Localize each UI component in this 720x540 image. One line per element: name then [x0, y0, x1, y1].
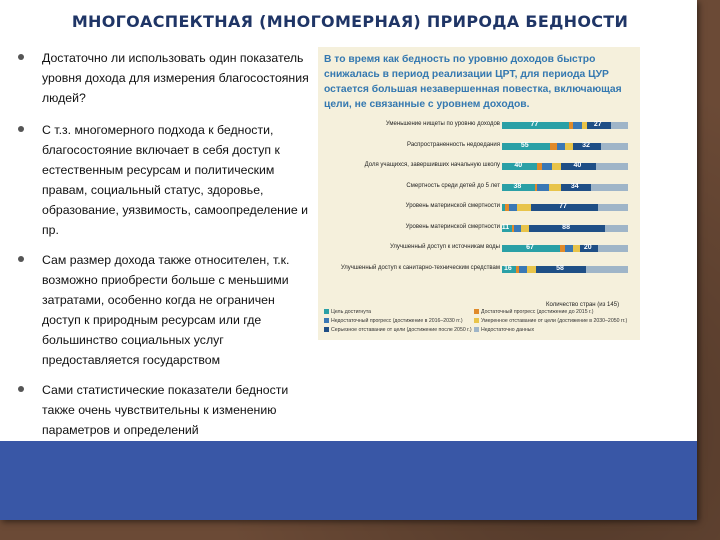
- legend-swatch-icon: [324, 309, 329, 314]
- legend-label: Недостаточный прогресс (достижение в 2016–2030 гг.): [331, 318, 463, 324]
- chart-data-label: 77: [559, 203, 567, 210]
- bullet-dot-icon: [18, 54, 24, 60]
- chart-category-label: Уровень материнской смертности: [405, 203, 500, 209]
- chart-bar-segment: [509, 204, 517, 211]
- chart-bar-segment: [598, 204, 628, 211]
- chart-data-label: 38: [513, 182, 522, 190]
- chart-bar-segment: [601, 143, 628, 150]
- chart-bar-segment: [527, 266, 536, 273]
- bullet-text: Достаточно ли использовать один показатель уровня дохода для измерения благосостояния людей?: [42, 51, 309, 105]
- bullet-dot-icon: [18, 126, 24, 132]
- chart-panel: [318, 47, 640, 340]
- bullet-text: С т.з. многомерного подхода к бедности, благосостояние включает в себя доступ к естественным ресурсам и политическим правам, социальный статус, здоровье, образование, уязвимость, самоопределение и пр.: [42, 123, 308, 237]
- chart-data-label: 11: [501, 223, 510, 231]
- chart-data-label: 32: [582, 141, 590, 149]
- chart-category-label: Улучшенный доступ к санитарно-техническим средствам: [340, 264, 500, 271]
- legend-item: [474, 318, 627, 324]
- bullet-dot-icon: [18, 256, 24, 262]
- chart-category-label: Доля учащихся, завершивших начальную школу: [364, 162, 500, 168]
- chart-bar-segment: [611, 122, 628, 129]
- chart-bar-row: [502, 163, 628, 170]
- chart-bar-segment: [537, 184, 549, 191]
- chart-bar-segment: [552, 163, 561, 170]
- legend-swatch-icon: [324, 318, 329, 323]
- chart-bar-row: [502, 204, 628, 211]
- chart-category-label: Уровень материнской смертности: [405, 223, 500, 230]
- legend-item: [324, 318, 463, 324]
- footer-band: [0, 441, 697, 520]
- chart-bar-row: [502, 245, 628, 252]
- legend-label: Достаточный прогресс (достижение до 2015 г.): [481, 309, 594, 315]
- chart-data-label: 20: [583, 244, 592, 251]
- chart-data-label: 34: [570, 182, 579, 190]
- legend-swatch-icon: [474, 327, 479, 332]
- chart-data-label: 77: [530, 121, 539, 128]
- legend-label: Цель достигнута: [331, 309, 372, 315]
- chart-bar-segment: [514, 225, 521, 232]
- chart-bar-segment: [517, 204, 531, 211]
- chart-bar-segment: [542, 163, 552, 170]
- chart-legend: [324, 309, 634, 339]
- chart-bar-segment: [596, 163, 628, 170]
- chart-bar-segment: [565, 143, 573, 150]
- legend-swatch-icon: [474, 318, 479, 323]
- chart-data-label: 67: [526, 244, 534, 251]
- chart-data-label: 16: [503, 264, 512, 272]
- chart-bar-row: [502, 184, 628, 191]
- chart-bar-segment: [550, 143, 557, 150]
- chart-bar-segment: [565, 245, 573, 252]
- chart-data-label: 88: [562, 223, 570, 231]
- chart-bar-segment: [557, 143, 566, 150]
- chart-category-label: Улучшенный доступ к источникам воды: [389, 244, 500, 250]
- chart-data-label: 58: [556, 264, 564, 272]
- chart-bar-segment: [605, 225, 628, 232]
- bullet-dot-icon: [18, 386, 24, 392]
- bullet-text: Сами статистические показатели бедности также очень чувствительны к изменению параметров и определений: [42, 383, 289, 437]
- chart-bar-row: [502, 266, 628, 273]
- bullet-text: Сам размер дохода также относителен, т.к. возможно приобрести больше с меньшими затратами, особенно когда не ограничен доступ к природным ресурсам или где большинство социальных услуг предоставляется государством: [42, 253, 290, 367]
- legend-label: Недостаточно данных: [481, 327, 535, 333]
- legend-item: [324, 309, 371, 315]
- chart-bar-segment: [573, 122, 582, 129]
- legend-label: Серьезное отставание от цели (достижение после 2050 г.): [331, 327, 472, 333]
- legend-item: [324, 327, 472, 333]
- chart-data-label: 40: [573, 162, 582, 169]
- chart-bar-row: [502, 122, 628, 129]
- chart-data-label: 40: [514, 162, 523, 169]
- chart-bar-segment: [521, 225, 529, 232]
- chart-bar-segment: [591, 184, 628, 191]
- legend-label: Умеренное отставание от цели (достижение в 2030–2050 гг.): [481, 318, 628, 324]
- chart-data-label: 27: [593, 121, 602, 128]
- chart-bar-segment: [573, 245, 580, 252]
- chart-bar-segment: [519, 266, 527, 273]
- legend-item: [474, 309, 593, 315]
- chart-category-label: Распространенность недоедания: [407, 141, 500, 148]
- chart-bar-segment: [549, 184, 561, 191]
- legend-item: [474, 327, 534, 333]
- chart-category-label: Смертность среди детей до 5 лет: [406, 182, 500, 189]
- legend-swatch-icon: [474, 309, 479, 314]
- chart-bar-row: [502, 225, 628, 232]
- chart-bar-segment: [586, 266, 628, 273]
- chart-category-label: Уменьшение нищеты по уровню доходов: [385, 121, 500, 127]
- chart-bar-row: [502, 143, 628, 150]
- chart-bar-segment: [598, 245, 628, 252]
- slide-title: МНОГОАСПЕКТНАЯ (МНОГОМЕРНАЯ) ПРИРОДА БЕДНОСТИ: [71, 12, 629, 31]
- legend-swatch-icon: [324, 327, 329, 332]
- chart-axis-label: Количество стран (из 145): [546, 302, 620, 308]
- chart-heading: В то время как бедность по уровню доходов быстро снижалась в период реализации ЦРТ, для периода ЦУР остается большая незавершенная повестка, включающая цели, не связанные с уровнем доходов.: [324, 54, 622, 110]
- chart-data-label: 55: [520, 141, 529, 149]
